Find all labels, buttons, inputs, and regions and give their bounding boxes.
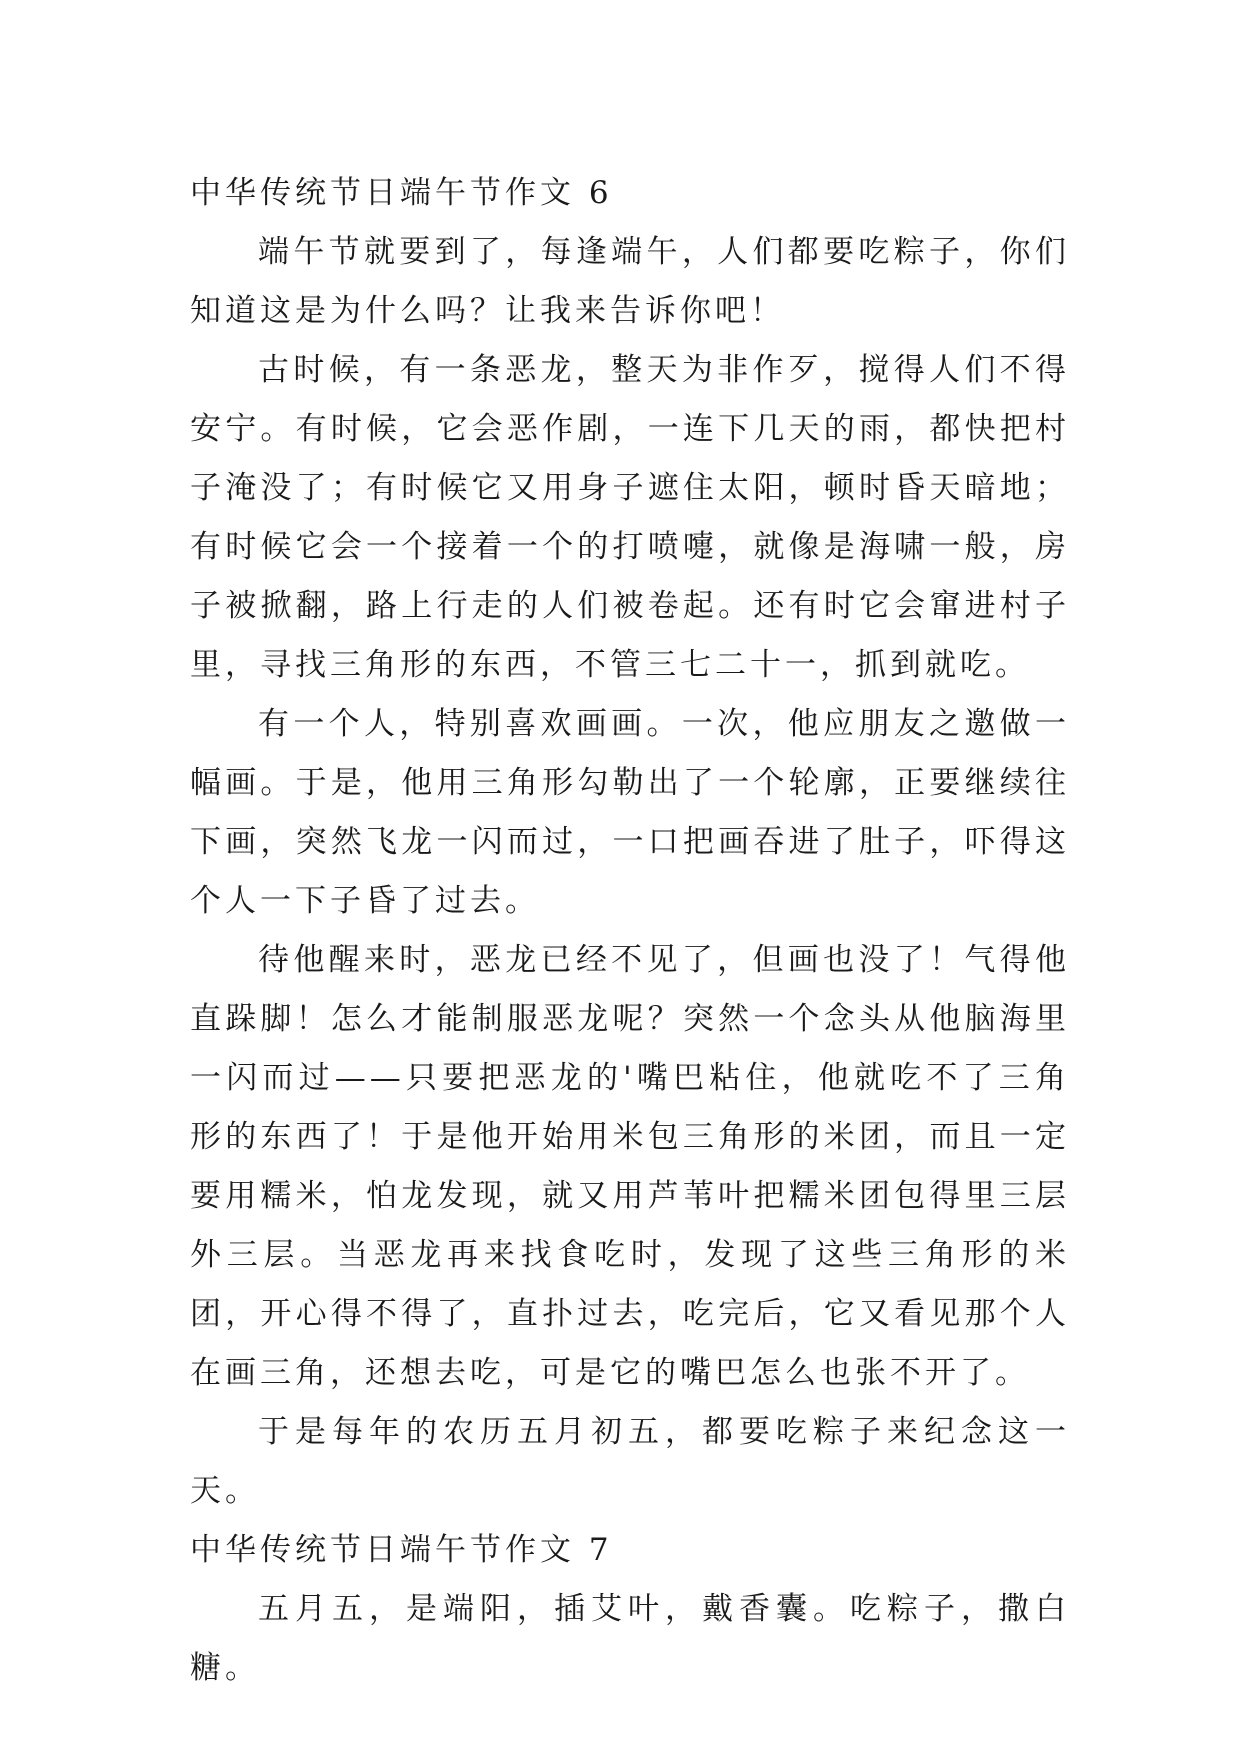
essay-paragraph: 于是每年的农历五月初五，都要吃粽子来纪念这一天。 bbox=[190, 1414, 1070, 1509]
essay-paragraph: 端午节就要到了，每逢端午，人们都要吃粽子，你们知道这是为什么吗？让我来告诉你吧！ bbox=[190, 234, 1070, 329]
essay-title: 中华传统节日端午节作文 6 bbox=[190, 175, 613, 211]
essay-section bbox=[190, 1521, 1070, 1698]
document-body bbox=[190, 164, 1070, 1698]
essay-paragraph: 待他醒来时，恶龙已经不见了，但画也没了！气得他直跺脚！怎么才能制服恶龙呢？突然一个念头从他脑海里一闪而过——只要把恶龙的'嘴巴粘住，他就吃不了三角形的东西了！于是他开始用米包三角形的米团，而且一定要用糯米，怕龙发现，就又用芦苇叶把糯米团包得里三层外三层。当恶龙再来找食吃时，发现了这些三角形的米团，开心得不得了，直扑过去，吃完后，它又看见那个人在画三角，还想去吃，可是它的嘴巴怎么也张不开了。 bbox=[190, 942, 1070, 1391]
essay-section bbox=[190, 164, 1070, 1521]
essay-paragraph: 有一个人，特别喜欢画画。一次，他应朋友之邀做一幅画。于是，他用三角形勾勒出了一个轮廓，正要继续往下画，突然飞龙一闪而过，一口把画吞进了肚子，吓得这个人一下子昏了过去。 bbox=[190, 706, 1070, 919]
essay-title: 中华传统节日端午节作文 7 bbox=[190, 1532, 613, 1568]
essay-paragraph: 古时候，有一条恶龙，整天为非作歹，搅得人们不得安宁。有时候，它会恶作剧，一连下几天的雨，都快把村子淹没了；有时候它又用身子遮住太阳，顿时昏天暗地；有时候它会一个接着一个的打喷嚏，就像是海啸一般，房子被掀翻，路上行走的人们被卷起。还有时它会窜进村子里，寻找三角形的东西，不管三七二十一，抓到就吃。 bbox=[190, 352, 1070, 683]
essay-paragraph: 五月五，是端阳，插艾叶，戴香囊。吃粽子，撒白糖。 bbox=[190, 1591, 1070, 1686]
